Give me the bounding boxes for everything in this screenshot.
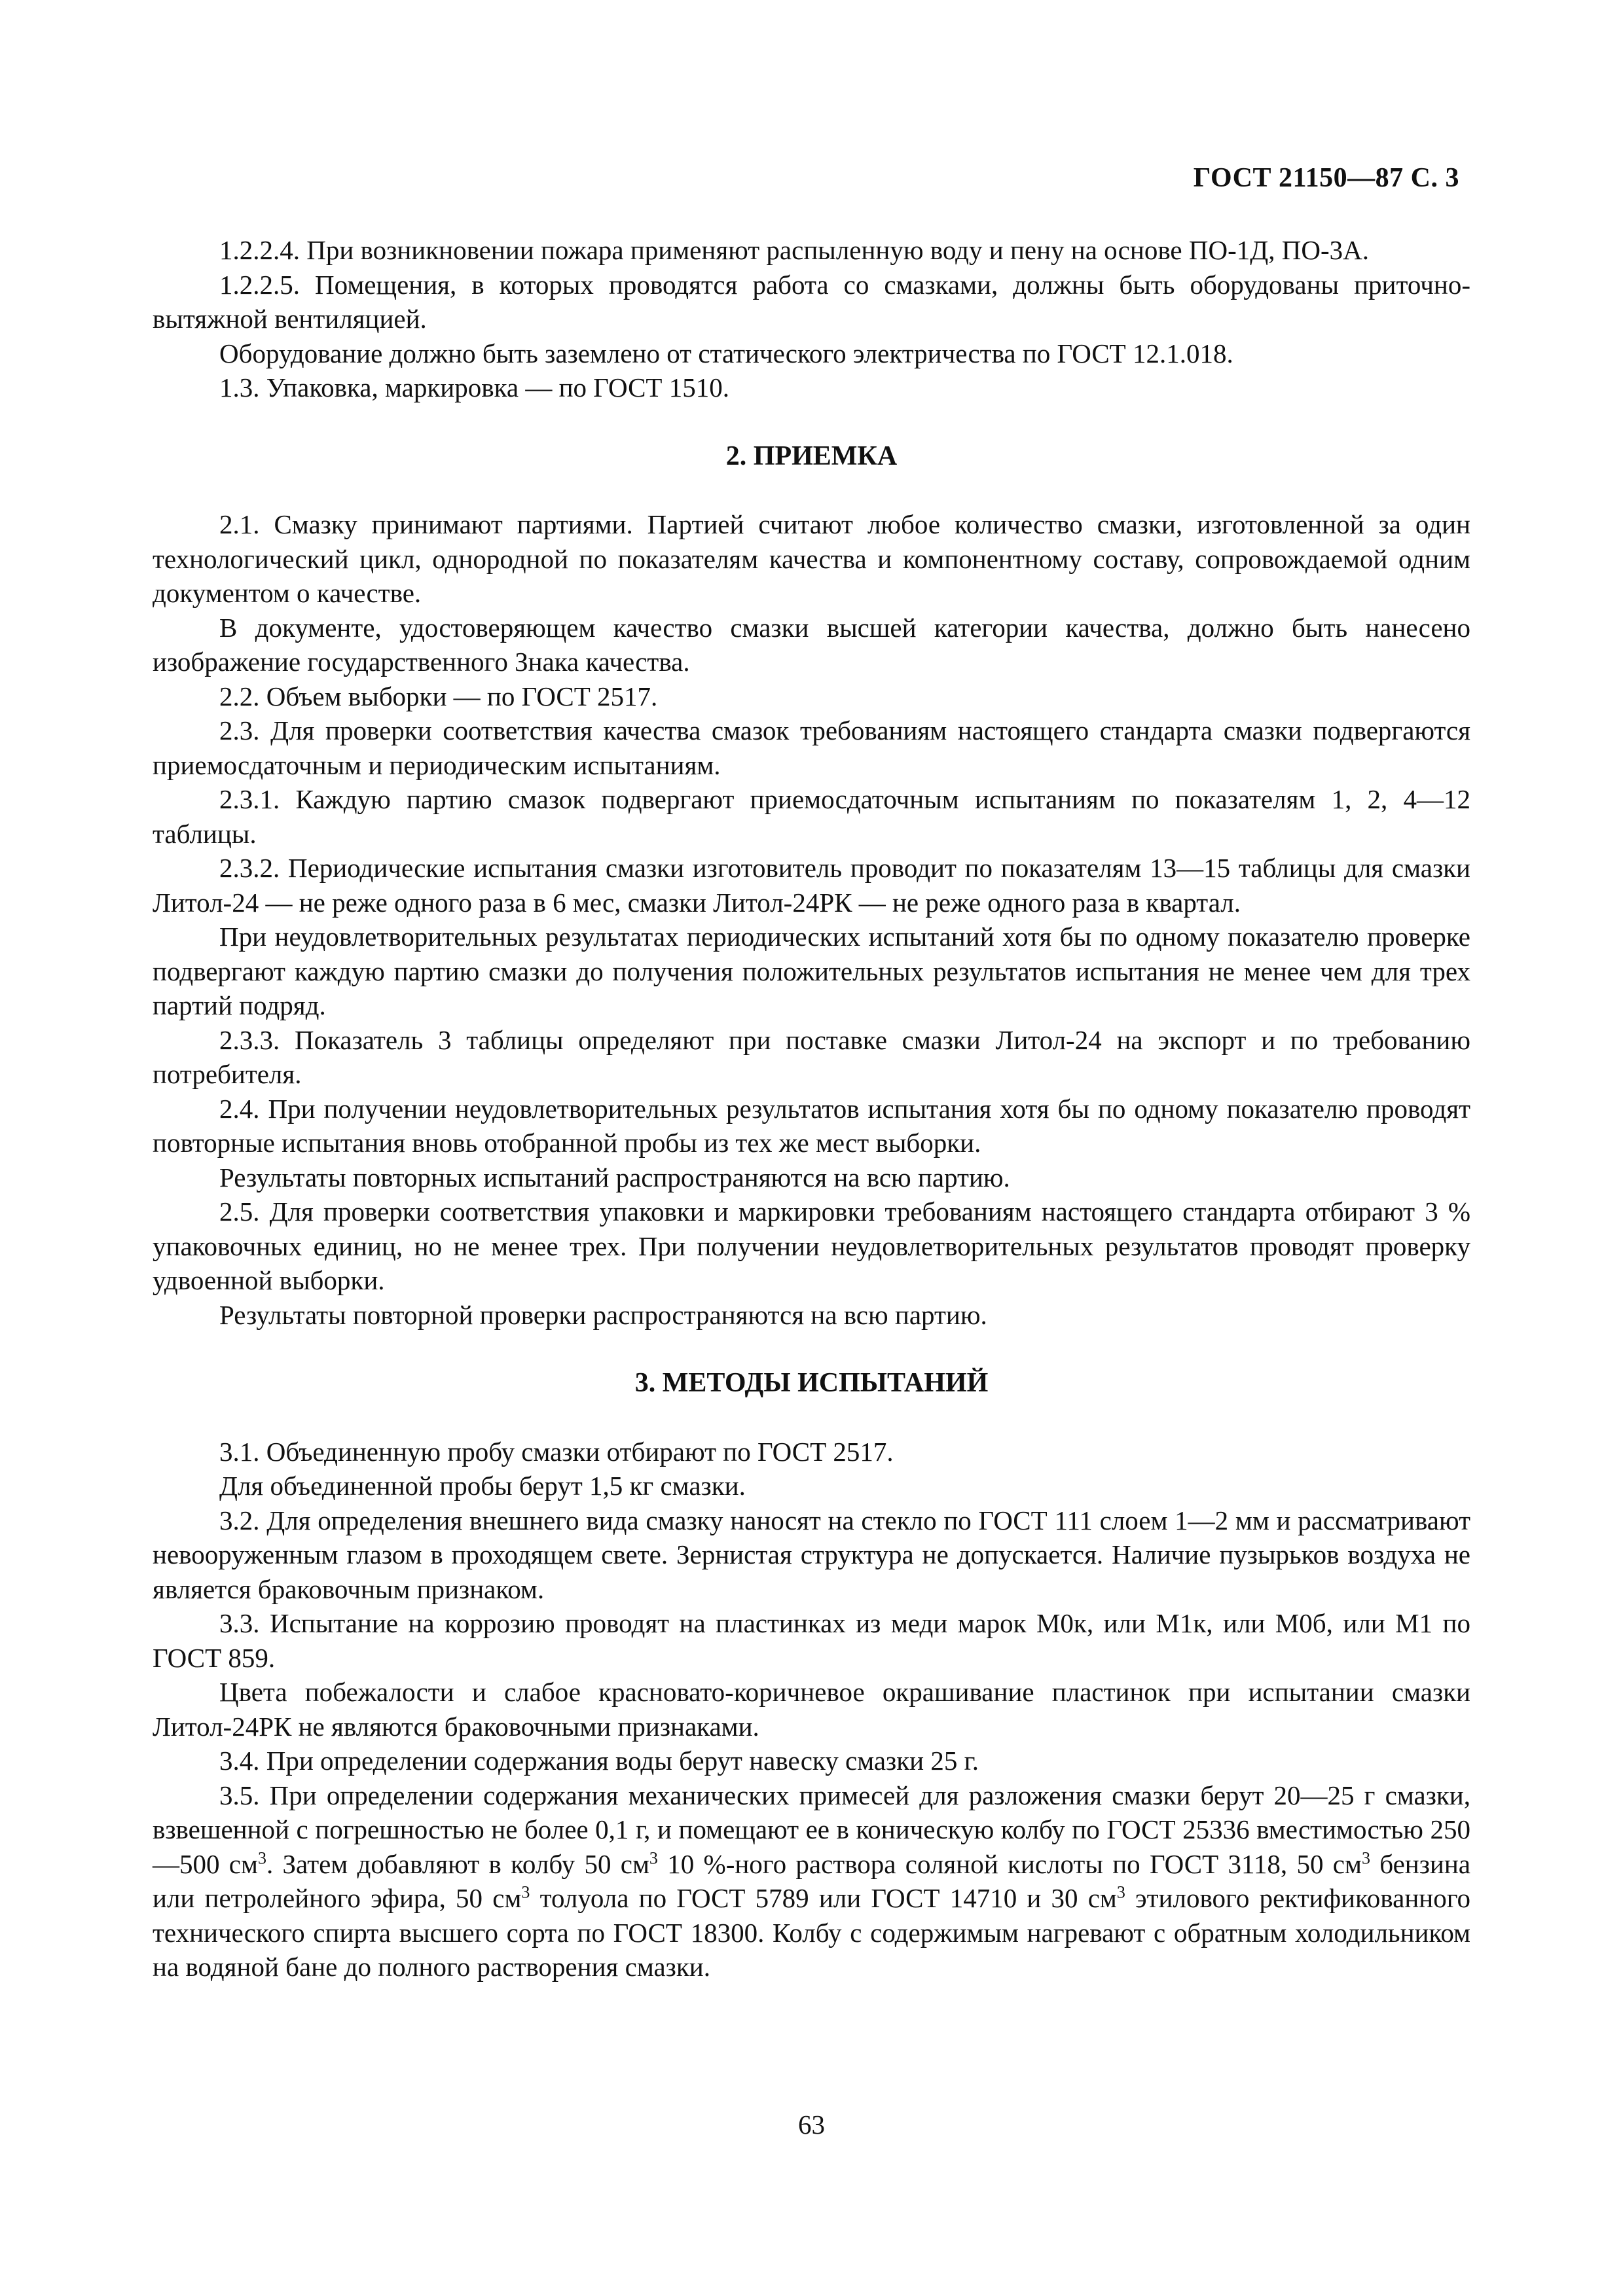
paragraph: Результаты повторных испытаний распространяются на всю партию. [219, 1162, 1010, 1193]
paragraph: 2.3. Для проверки соответствия качества смазок требованиям настоящего стандарта смазки подвергаются приемосдаточным и периодическим испытаниям. [153, 715, 1470, 780]
paragraph: 2.3.3. Показатель 3 таблицы определяют при поставке смазки Литол-24 на экспорт и по требованию потребителя. [153, 1024, 1470, 1089]
text-run: . Затем добавляют в колбу 50 см [266, 1848, 649, 1879]
superscript: 3 [521, 1882, 530, 1902]
paragraph-3-5 [153, 1778, 1470, 1984]
text-run: этилового ректификованного технического спирта высшего сорта по ГОСТ 18300. Колбу с содержимым нагревают с обратным холодильником на водяной бане до полного растворения смазки. [153, 1883, 1470, 1982]
paragraph: 2.5. Для проверки соответствия упаковки и маркировки требованиям настоящего стандарта отбирают 3 % упаковочных единиц, но не менее трех. При получении неудовлетворительных результатов проводят проверку удвоенной выборки. [153, 1196, 1470, 1295]
paragraph: 3.2. Для определения внешнего вида смазку наносят на стекло по ГОСТ 111 слоем 1—2 мм и рассматривают невооруженным глазом в проходящем свете. Зернистая структура не допускается. Наличие пузырьков воздуха не является браковочным признаком. [153, 1505, 1470, 1604]
page-header: ГОСТ 21150—87 С. 3 [1193, 163, 1459, 193]
paragraph: При неудовлетворительных результатах периодических испытаний хотя бы по одному показателю проверке подвергают каждую партию смазки до получения положительных результатов испытания не менее чем для трех партий подряд. [153, 922, 1470, 1020]
paragraph: Оборудование должно быть заземлено от статического электричества по ГОСТ 12.1.018. [219, 338, 1233, 368]
paragraph: 2.3.2. Периодические испытания смазки изготовитель проводит по показателям 13—15 таблицы для смазки Литол-24 — не реже одного раза в 6 мес, смазки Литол-24РК — не реже одного раза в квартал. [153, 853, 1470, 918]
text-run: бензина или петролейного эфира, 50 см [153, 1848, 1470, 1913]
text-run: толуола по ГОСТ 5789 или ГОСТ 14710 и 30 см [530, 1883, 1117, 1913]
paragraph: 2.3.1. Каждую партию смазок подвергают приемосдаточным испытаниям по показателям 1, 2, 4—12 таблицы. [153, 784, 1470, 849]
superscript: 3 [649, 1848, 658, 1867]
paragraph: 2.2. Объем выборки — по ГОСТ 2517. [219, 681, 658, 711]
section-heading: 3. МЕТОДЫ ИСПЫТАНИЙ [634, 1368, 989, 1398]
paragraph: 3.4. При определении содержания воды берут навеску смазки 25 г. [219, 1746, 979, 1776]
paragraph: Для объединенной пробы берут 1,5 кг смазки. [219, 1471, 746, 1501]
paragraph: 3.1. Объединенную пробу смазки отбирают по ГОСТ 2517. [219, 1436, 894, 1467]
text-run: 10 %-ного раствора соляной кислоты по ГОСТ 3118, 50 см [657, 1848, 1362, 1879]
paragraph: 2.4. При получении неудовлетворительных результатов испытания хотя бы по одному показателю проводят повторные испытания вновь отобранной пробы из тех же мест выборки. [153, 1093, 1470, 1158]
superscript: 3 [1361, 1848, 1370, 1867]
paragraph: 2.1. Смазку принимают партиями. Партией считают любое количество смазки, изготовленной за один технологический цикл, однородной по показателям качества и компонентному составу, сопровождаемой одним документом о качестве. [153, 509, 1470, 608]
document-body [153, 233, 1470, 1984]
paragraph: 1.2.2.5. Помещения, в которых проводятся работа со смазками, должны быть оборудованы приточно-вытяжной вентиляцией. [153, 269, 1470, 334]
paragraph: 1.3. Упаковка, маркировка — по ГОСТ 1510. [219, 372, 729, 403]
paragraph: В документе, удостоверяющем качество смазки высшей категории качества, должно быть нанесено изображение государственного Знака качества. [153, 612, 1470, 677]
text-run: 3.5. При определении содержания механических примесей для разложения смазки берут 20—25 г смазки, взвешенной с погрешностью не более 0,1 г, и помещают ее в коническую колбу по ГОСТ 25336 вместимостью 250—500 см [153, 1780, 1470, 1879]
paragraph: Цвета побежалости и слабое красновато-коричневое окрашивание пластинок при испытании смазки Литол-24РК не являются браковочными признаками. [153, 1677, 1470, 1742]
superscript: 3 [257, 1848, 266, 1867]
paragraph: 1.2.2.4. При возникновении пожара применяют распыленную воду и пену на основе ПО-1Д, ПО-3А. [219, 235, 1369, 265]
paragraph: Результаты повторной проверки распространяются на всю партию. [219, 1299, 987, 1330]
page-number: 63 [798, 2109, 825, 2140]
paragraph: 3.3. Испытание на коррозию проводят на пластинках из меди марок М0к, или М1к, или М0б, или М1 по ГОСТ 859. [153, 1608, 1470, 1673]
section-heading: 2. ПРИЕМКА [725, 440, 898, 471]
superscript: 3 [1116, 1882, 1125, 1902]
